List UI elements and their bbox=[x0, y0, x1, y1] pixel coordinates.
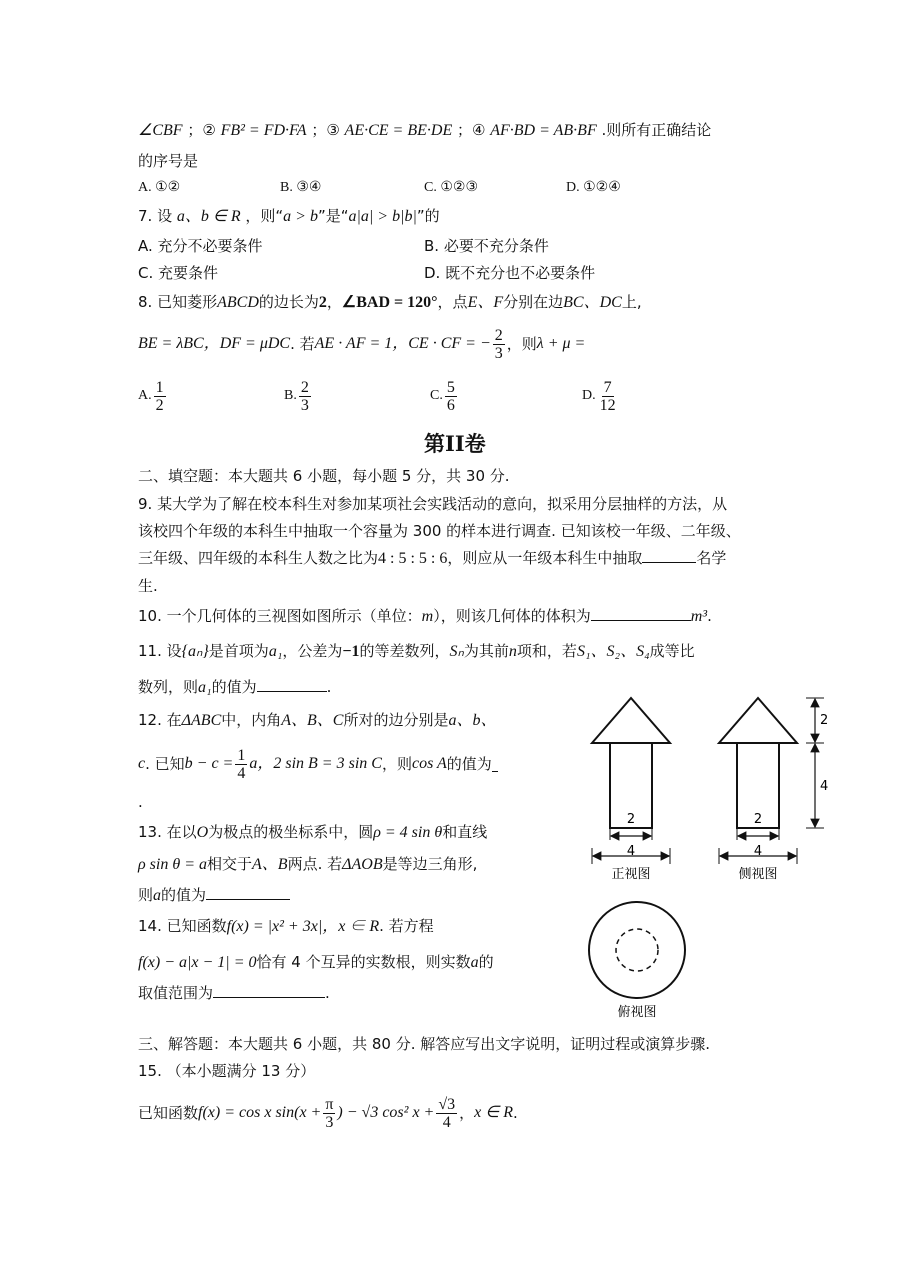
q11-first-text: 是首项为 bbox=[208, 642, 269, 660]
q11-a1: a₁ bbox=[268, 643, 283, 660]
q6-angle: ∠CBF bbox=[138, 122, 183, 139]
q15-stem bbox=[138, 1090, 518, 1136]
front-dim-outer: 4 bbox=[626, 844, 636, 859]
q10-unit: m bbox=[421, 608, 434, 625]
q14-range-text: 取值范围为 bbox=[138, 984, 214, 1002]
q8-side-text: 的边长为 bbox=[258, 293, 319, 311]
q10-answer-blank[interactable] bbox=[591, 606, 691, 621]
side-view-label: 侧视图 bbox=[738, 867, 778, 882]
q14-a: a bbox=[470, 954, 479, 971]
q7-option-d: D. 既不充分也不必要条件 bbox=[424, 264, 596, 282]
q6-tail: .则所有正确结论 bbox=[601, 121, 712, 139]
q7-ab: a、b ∈ R bbox=[176, 208, 241, 225]
q7-stem bbox=[138, 206, 440, 227]
q14-func: f(x) = |x² + 3x|，x ∈ R bbox=[226, 918, 380, 935]
q13-line-eq: ρ sin θ = a bbox=[138, 856, 208, 873]
q13-answer-blank[interactable] bbox=[206, 885, 290, 900]
q8-point: ，点 bbox=[437, 293, 468, 311]
q8-dots: AE · AF = 1，CE · CF = − bbox=[314, 335, 491, 352]
q8-frac-den: 3 bbox=[494, 344, 503, 362]
q8-option-b bbox=[284, 374, 313, 418]
q8-opt-d-n: 7 bbox=[603, 378, 612, 396]
q12-given: . 已知 bbox=[145, 755, 185, 773]
q9-ratio-text: 三年级、四年级的本科生人数之比为 bbox=[138, 549, 379, 567]
q8-option-d bbox=[582, 374, 620, 418]
side-dim-outer: 4 bbox=[753, 844, 763, 859]
q8-then: ，则 bbox=[506, 335, 537, 353]
q14-answer-blank[interactable] bbox=[213, 983, 325, 998]
q8-opt-a-d: 2 bbox=[155, 396, 164, 414]
q8-opt-a-label: A. bbox=[138, 388, 152, 403]
q14-if-eq: . 若方程 bbox=[379, 917, 434, 935]
q9-line2: 该校四个年级的本科生中抽取一个容量为 300 的样本进行调查. 已知该校一年级、二年级、 bbox=[138, 522, 741, 540]
q9-line4: 生. bbox=[138, 577, 158, 595]
q6-option-c: C. ①②③ bbox=[424, 180, 478, 195]
q13-equilateral: 是等边三角形, bbox=[382, 855, 478, 873]
q8-opt-b-frac bbox=[299, 379, 311, 414]
q15-frac1-n: π bbox=[325, 1095, 334, 1113]
section3-heading: 三、解答题：本大题共 6 小题，共 80 分. 解答应写出文字说明，证明过程或演算步骤. bbox=[138, 1035, 711, 1053]
q15-frac2-n: √3 bbox=[438, 1095, 456, 1113]
q12-answer-blank[interactable] bbox=[492, 757, 498, 772]
q14-period: . bbox=[325, 984, 330, 1002]
q12-num: 12. 在 bbox=[138, 711, 182, 729]
q9-ratio: 4 : 5 : 5 : 6 bbox=[378, 550, 448, 567]
q8-opt-c-d: 6 bbox=[446, 396, 455, 414]
q7-num: 7. 设 bbox=[138, 207, 173, 225]
q8-opt-a-n: 1 bbox=[155, 378, 164, 396]
q14-of: 的 bbox=[478, 953, 494, 971]
q12-frac-n: 1 bbox=[237, 746, 246, 764]
q6-sep4: ；④ bbox=[457, 121, 486, 139]
q11-geo: 成等比 bbox=[649, 642, 695, 660]
q8-opt-a-frac bbox=[154, 379, 166, 414]
side-dim-inner: 2 bbox=[753, 812, 763, 827]
q8-ef: E、F bbox=[467, 294, 504, 311]
q8-ratios: BE = λBC，DF = μDC bbox=[138, 335, 291, 352]
three-view-figure bbox=[580, 690, 840, 1020]
q11-seq: {aₙ} bbox=[181, 643, 209, 660]
q11-diff: −1 bbox=[342, 643, 360, 660]
q13-circle-eq: ρ = 4 sin θ bbox=[373, 824, 443, 841]
q15-frac2 bbox=[436, 1096, 457, 1131]
q10-unit-cubed: m³ bbox=[690, 608, 708, 625]
q7-option-b: B. 必要不充分条件 bbox=[424, 237, 549, 255]
q6-sep2: ；② bbox=[187, 121, 216, 139]
q10-volume-text: ），则该几何体的体积为 bbox=[433, 607, 591, 625]
q8-num: 8. 已知菱形 bbox=[138, 293, 218, 311]
q13-o: O bbox=[196, 824, 209, 841]
q11-n: n bbox=[508, 643, 517, 660]
q11-sum-text: 项和，若 bbox=[516, 642, 577, 660]
q8-edges: BC、DC bbox=[563, 294, 622, 311]
q11-line2 bbox=[138, 677, 331, 698]
height-dimensions bbox=[806, 698, 828, 828]
q11-period: . bbox=[326, 678, 332, 696]
q12-cosa: cos A bbox=[411, 755, 447, 772]
q10-line bbox=[138, 606, 712, 627]
q7-de: ”的 bbox=[416, 207, 440, 225]
front-roof bbox=[592, 698, 670, 743]
q14-equation: f(x) − a|x − 1| = 0 bbox=[138, 954, 257, 971]
q15-func-a: f(x) = cos x sin(x + bbox=[198, 1104, 322, 1121]
q13-points: 两点. 若 bbox=[287, 855, 343, 873]
q13-aob: ΔAOB bbox=[342, 856, 383, 873]
q12-value-text: 的值为 bbox=[446, 755, 492, 773]
body-height-label: 4 bbox=[820, 779, 829, 794]
q12-line3: . bbox=[138, 793, 143, 811]
q8-frac-num: 2 bbox=[494, 326, 503, 344]
q8-rhombus: ABCD bbox=[217, 294, 259, 311]
q15-func-b: ) − √3 cos² x + bbox=[337, 1104, 435, 1121]
q7-then: ，则“ bbox=[245, 207, 284, 225]
q6-option-a: A. ①② bbox=[138, 180, 181, 195]
q8-fraction bbox=[493, 327, 505, 362]
q13-line1 bbox=[138, 822, 487, 843]
q9-students: 名学 bbox=[696, 549, 727, 567]
q8-opt-b-label: B. bbox=[284, 388, 297, 403]
q12-bc: b − c = bbox=[184, 755, 234, 772]
q8-opt-c-frac bbox=[445, 379, 457, 414]
q12-triangle: ΔABC bbox=[181, 712, 222, 729]
q8-stem bbox=[138, 292, 642, 313]
q7-is: ”是“ bbox=[317, 207, 349, 225]
q10-text: 10. 一个几何体的三视图如图所示（单位： bbox=[138, 607, 422, 625]
q15-frac1-d: 3 bbox=[325, 1113, 334, 1131]
q12-angles-text: 中，内角 bbox=[221, 711, 282, 729]
q15-comma: ， bbox=[459, 1104, 475, 1122]
q7-cond2: a|a| > b|b| bbox=[348, 208, 417, 225]
q15-period: . bbox=[512, 1104, 518, 1122]
top-inner-dashed-circle bbox=[616, 929, 658, 971]
q8-option-a bbox=[138, 374, 168, 418]
q8-opt-d-label: D. bbox=[582, 388, 596, 403]
q15-head: 15. （本小题满分 13 分） bbox=[138, 1062, 316, 1080]
q7-option-c: C. 充要条件 bbox=[138, 264, 219, 282]
q9-answer-blank[interactable] bbox=[642, 548, 696, 563]
q8-opt-c-n: 5 bbox=[446, 378, 455, 396]
q12-c: c bbox=[138, 755, 146, 772]
q12-line1 bbox=[138, 710, 497, 731]
part2-title: 第II卷 bbox=[424, 431, 486, 456]
q13-a: a bbox=[153, 887, 162, 904]
q6-eq4: AF·BD = AB·BF bbox=[490, 122, 597, 139]
q11-sn: Sₙ bbox=[449, 643, 464, 660]
q11-diff-text: ，公差为 bbox=[282, 642, 343, 660]
q11-num: 11. 设 bbox=[138, 642, 182, 660]
q12-angles: A、B、C bbox=[281, 712, 344, 729]
front-view bbox=[592, 698, 670, 882]
top-view-label: 俯视图 bbox=[617, 1005, 657, 1020]
q11-then: 数列，则 bbox=[138, 678, 199, 696]
q8-opt-b-d: 3 bbox=[300, 396, 309, 414]
q9-draw-text: ，则应从一年级本科生中抽取 bbox=[447, 549, 643, 567]
q12-then: ，则 bbox=[381, 755, 412, 773]
q11-first-n: 为其前 bbox=[463, 642, 509, 660]
front-view-label: 正视图 bbox=[611, 867, 651, 882]
top-outer-circle bbox=[589, 902, 685, 998]
q8-up: 上, bbox=[621, 293, 642, 311]
q11-a1-again: a₁ bbox=[198, 679, 212, 696]
q8-angle: ∠BAD = 120° bbox=[341, 294, 438, 311]
q11-line1 bbox=[138, 641, 695, 662]
q13-num: 13. 在以 bbox=[138, 823, 197, 841]
q15-frac1 bbox=[323, 1096, 335, 1131]
q13-then: 则 bbox=[138, 886, 154, 904]
q8-opt-b-n: 2 bbox=[300, 378, 309, 396]
q6-option-d: D. ①②④ bbox=[566, 180, 621, 195]
side-roof bbox=[719, 698, 797, 743]
q15-known: 已知函数 bbox=[138, 1104, 199, 1122]
front-dim-inner: 2 bbox=[626, 812, 636, 827]
q8-option-c bbox=[430, 374, 459, 418]
q14-line1 bbox=[138, 916, 434, 937]
q14-roots: 恰有 4 个互异的实数根，则实数 bbox=[256, 953, 471, 971]
q8-comma: ， bbox=[326, 293, 342, 311]
q9-line1: 9. 某大学为了解在校本科生对参加某项社会实践活动的意向，拟采用分层抽样的方法，从 bbox=[138, 495, 728, 513]
q13-line2 bbox=[138, 854, 477, 875]
q14-num: 14. 已知函数 bbox=[138, 917, 227, 935]
q13-line-text: 和直线 bbox=[442, 823, 488, 841]
q6-option-b: B. ③④ bbox=[280, 180, 322, 195]
q13-circle-text: 为极点的极坐标系中，圆 bbox=[208, 823, 374, 841]
q12-line2 bbox=[138, 742, 498, 786]
q10-period: . bbox=[707, 607, 712, 625]
top-view bbox=[589, 902, 685, 1020]
q12-frac-d: 4 bbox=[237, 764, 246, 782]
q12-sides: a、b、 bbox=[448, 712, 497, 729]
q11-value-text: 的值为 bbox=[211, 678, 257, 696]
side-view bbox=[719, 698, 797, 882]
q15-frac2-d: 4 bbox=[442, 1113, 451, 1131]
q8-side-len: 2 bbox=[318, 294, 327, 311]
q7-option-a: A. 充分不必要条件 bbox=[138, 237, 263, 255]
q13-intersect: 相交于 bbox=[207, 855, 253, 873]
q8-opt-d-frac bbox=[598, 379, 618, 414]
q13-line3 bbox=[138, 885, 290, 906]
q11-answer-blank[interactable] bbox=[257, 677, 327, 692]
q8-if: . 若 bbox=[290, 335, 315, 353]
q14-line3 bbox=[138, 983, 330, 1003]
q6-line1 bbox=[138, 120, 711, 141]
q8-opt-c-label: C. bbox=[430, 388, 443, 403]
q12-sides-text: 所对的边分别是 bbox=[343, 711, 449, 729]
section2-heading: 二、填空题：本大题共 6 小题，每小题 5 分，共 30 分. bbox=[138, 467, 510, 485]
q6-eq2: FB² = FD·FA bbox=[220, 122, 307, 139]
q6-eq3: AE·CE = BE·DE bbox=[344, 122, 453, 139]
q6-line2: 的序号是 bbox=[138, 152, 199, 170]
q8-on: 分别在边 bbox=[503, 293, 564, 311]
q15-domain: x ∈ R bbox=[474, 1104, 513, 1121]
q13-ab: A、B bbox=[252, 856, 288, 873]
q8-line2 bbox=[138, 322, 585, 366]
q8-opt-d-d: 12 bbox=[599, 396, 616, 414]
q9-line3 bbox=[138, 548, 726, 569]
q12-fraction bbox=[235, 747, 247, 782]
q13-value-text: 的值为 bbox=[161, 886, 207, 904]
q6-sep3: ；③ bbox=[311, 121, 340, 139]
q12-sin-eq: a，2 sin B = 3 sin C bbox=[249, 755, 382, 772]
q11-arith: 的等差数列， bbox=[359, 642, 450, 660]
q11-s-terms: S₁、S₂、S₄ bbox=[576, 643, 650, 660]
q7-cond1: a > b bbox=[283, 208, 318, 225]
q8-sum: λ + μ = bbox=[536, 335, 586, 352]
roof-height-label: 2 bbox=[820, 713, 829, 728]
q14-line2 bbox=[138, 952, 494, 973]
